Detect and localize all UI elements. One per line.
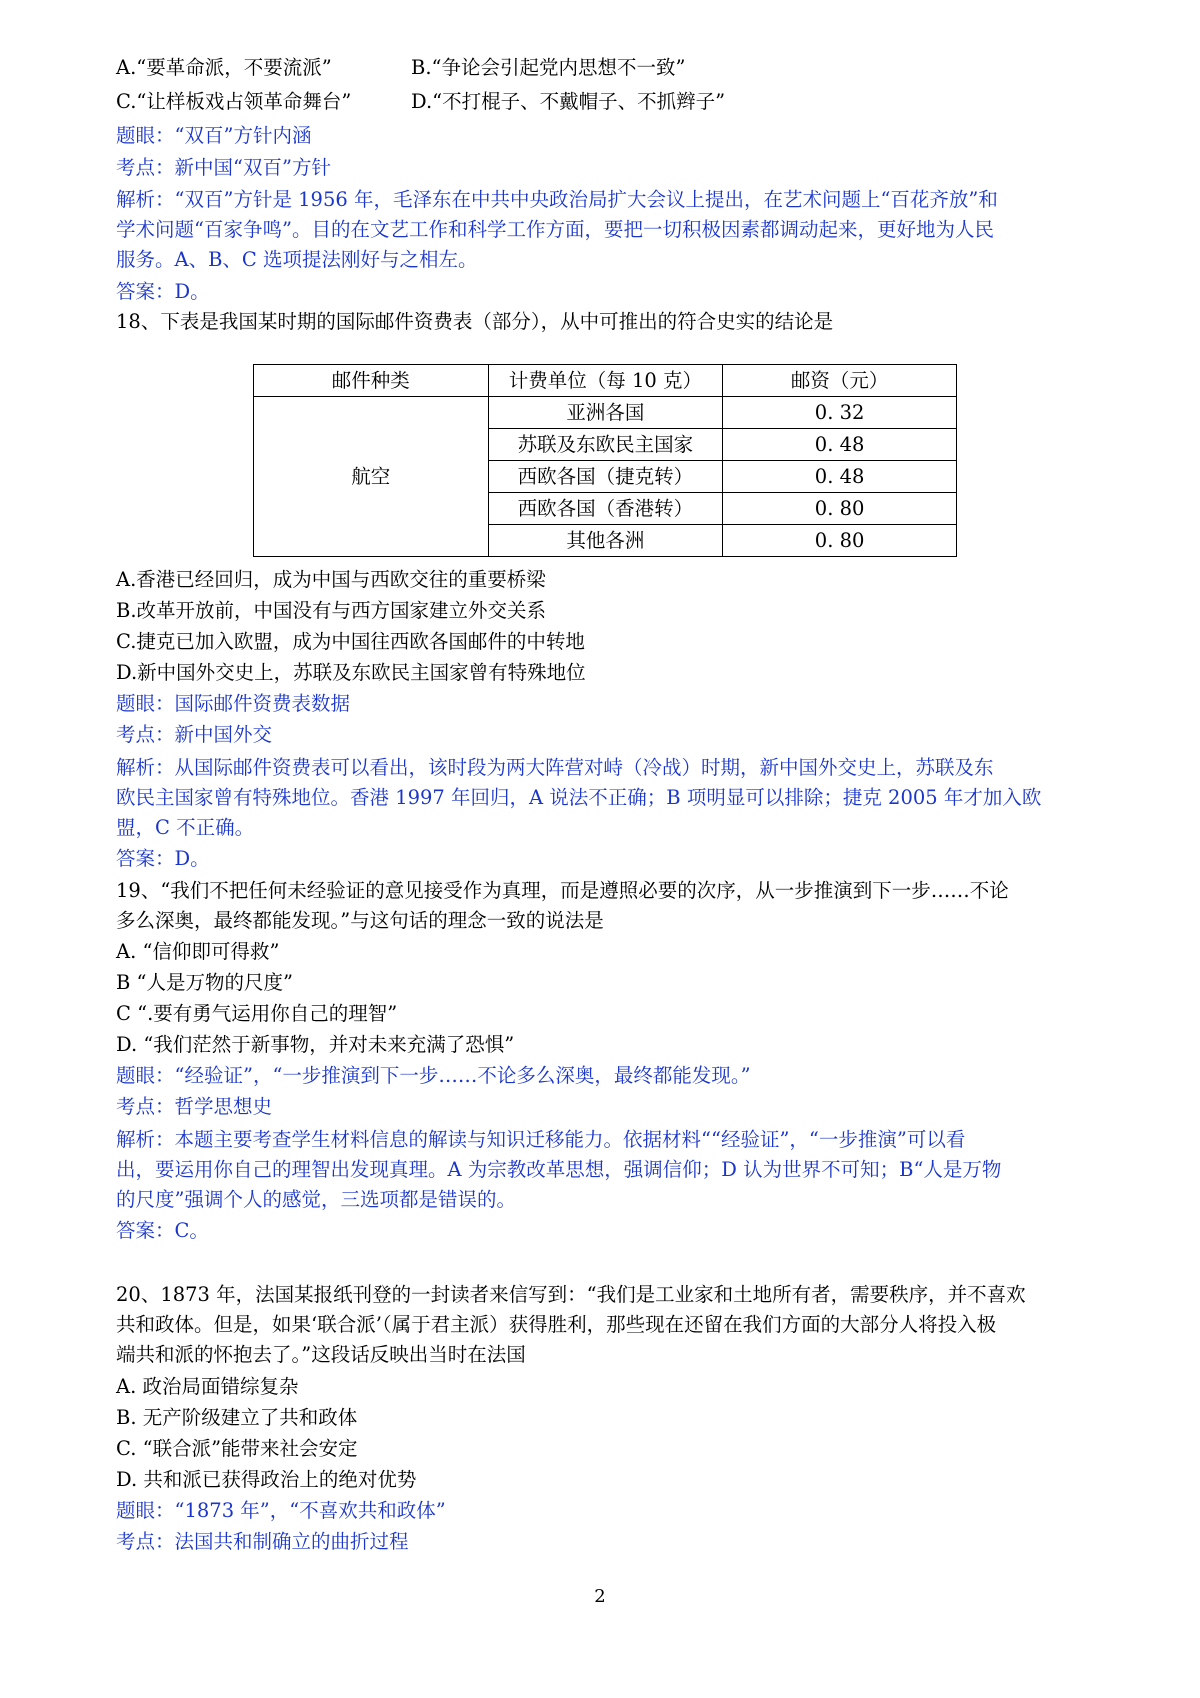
- q20-stem-line2: 共和政体。但是，如果‘联合派’（属于君主派）获得胜利，那些现在还留在我们方面的大部分人将投入极: [116, 1313, 997, 1336]
- q17-jiexi-line3: 服务。A、B、C 选项提法刚好与之相左。: [116, 248, 478, 271]
- q17-option-a: A.“要革命派，不要流派”: [116, 56, 332, 79]
- q19-kaodian: 考点：哲学思想史: [116, 1095, 273, 1118]
- q17-option-d: D.“不打棍子、不戴帽子、不抓辫子”: [411, 90, 726, 113]
- q19-stem-line1: 19、“我们不把任何未经验证的意见接受作为真理，而是遵照必要的次序，从一步推演到下一步……不论: [116, 879, 1009, 902]
- q19-answer: 答案：C。: [116, 1219, 209, 1242]
- q18-stem: 18、下表是我国某时期的国际邮件资费表（部分），从中可推出的符合史实的结论是: [116, 310, 834, 333]
- q18-answer: 答案：D。: [116, 847, 210, 870]
- q18-option-d: D.新中国外交史上，苏联及东欧民主国家曾有特殊地位: [116, 661, 586, 684]
- q20-option-c: C. “联合派”能带来社会安定: [116, 1437, 358, 1460]
- q18-jiexi-line2: 欧民主国家曾有特殊地位。香港 1997 年回归，A 说法不正确；B 项明显可以排除；捷克 2005 年才加入欧: [116, 786, 1042, 809]
- q19-option-d: D. “我们茫然于新事物，并对未来充满了恐惧”: [116, 1033, 515, 1056]
- table-cell-unit: 亚洲各国: [488, 397, 723, 429]
- table-cell-unit: 西欧各国（捷克转）: [488, 461, 723, 493]
- table-cell-fee: 0. 48: [723, 429, 957, 461]
- q17-kaodian: 考点：新中国“双百”方针: [116, 156, 331, 179]
- table-cell-fee: 0. 48: [723, 461, 957, 493]
- table-cell-fee: 0. 80: [723, 493, 957, 525]
- q20-option-b: B. 无产阶级建立了共和政体: [116, 1406, 358, 1429]
- q18-option-b: B.改革开放前，中国没有与西方国家建立外交关系: [116, 599, 547, 622]
- q18-jiexi-line3: 盟，C 不正确。: [116, 816, 255, 839]
- q19-jiexi-line3: 的尺度”强调个人的感觉，三选项都是错误的。: [116, 1188, 516, 1211]
- q18-jiexi-line1: 解析：从国际邮件资费表可以看出，该时段为两大阵营对峙（冷战）时期，新中国外交史上，苏联及东: [116, 756, 994, 779]
- page-number: 2: [594, 1586, 606, 1607]
- q19-tiyan: 题眼：“经验证”，“一步推演到下一步……不论多么深奥，最终都能发现。”: [116, 1064, 751, 1087]
- q19-stem-line2: 多么深奥，最终都能发现。”与这句话的理念一致的说法是: [116, 909, 604, 932]
- table-row: [254, 397, 957, 429]
- q20-stem-line3: 端共和派的怀抱去了。”这段话反映出当时在法国: [116, 1343, 526, 1366]
- q19-option-c: C “.要有勇气运用你自己的理智”: [116, 1002, 398, 1025]
- table-cell-fee: 0. 32: [723, 397, 957, 429]
- q18-tiyan: 题眼：国际邮件资费表数据: [116, 692, 351, 715]
- q17-option-b: B.“争论会引起党内思想不一致”: [411, 56, 686, 79]
- q20-option-d: D. 共和派已获得政治上的绝对优势: [116, 1468, 417, 1491]
- table-header: 邮资（元）: [723, 365, 957, 397]
- table-cell-unit: 苏联及东欧民主国家: [488, 429, 723, 461]
- q17-option-c: C.“让样板戏占领革命舞台”: [116, 90, 352, 113]
- q18-option-c: C.捷克已加入欧盟，成为中国往西欧各国邮件的中转地: [116, 630, 585, 653]
- q18-kaodian: 考点：新中国外交: [116, 723, 273, 746]
- q19-option-b: B “人是万物的尺度”: [116, 971, 293, 994]
- table-cell-fee: 0. 80: [723, 525, 957, 557]
- q20-tiyan: 题眼：“1873 年”，“不喜欢共和政体”: [116, 1499, 446, 1522]
- q17-tiyan: 题眼：“双百”方针内涵: [116, 124, 312, 147]
- q17-jiexi-line2: 学术问题“百家争鸣”。目的在文艺工作和科学工作方面，要把一切积极因素都调动起来，更好地为人民: [116, 218, 994, 241]
- q19-option-a: A. “信仰即可得救”: [116, 940, 280, 963]
- table-header: 计费单位（每 10 克）: [488, 365, 723, 397]
- postal-rate-table: [253, 364, 957, 557]
- q17-answer: 答案：D。: [116, 280, 210, 303]
- q17-jiexi-line1: 解析：“双百”方针是 1956 年，毛泽东在中共中央政治局扩大会议上提出，在艺术问题上“百花齐放”和: [116, 188, 998, 211]
- q20-stem-line1: 20、1873 年，法国某报纸刊登的一封读者来信写到：“我们是工业家和土地所有者，需要秩序，并不喜欢: [116, 1283, 1026, 1306]
- table-cell-unit: 其他各洲: [488, 525, 723, 557]
- q20-kaodian: 考点：法国共和制确立的曲折过程: [116, 1530, 409, 1553]
- table-category-cell: 航空: [254, 397, 489, 557]
- q20-option-a: A. 政治局面错综复杂: [116, 1375, 299, 1398]
- table-header: 邮件种类: [254, 365, 489, 397]
- table-header-row: [254, 365, 957, 397]
- q19-jiexi-line2: 出，要运用你自己的理智出发现真理。A 为宗教改革思想，强调信仰；D 认为世界不可知；B“人是万物: [116, 1158, 1002, 1181]
- table-cell-unit: 西欧各国（香港转）: [488, 493, 723, 525]
- q19-jiexi-line1: 解析：本题主要考查学生材料信息的解读与知识迁移能力。依据材料““经验证”，“一步推演”可以看: [116, 1128, 966, 1151]
- q18-option-a: A.香港已经回归，成为中国与西欧交往的重要桥梁: [116, 568, 546, 591]
